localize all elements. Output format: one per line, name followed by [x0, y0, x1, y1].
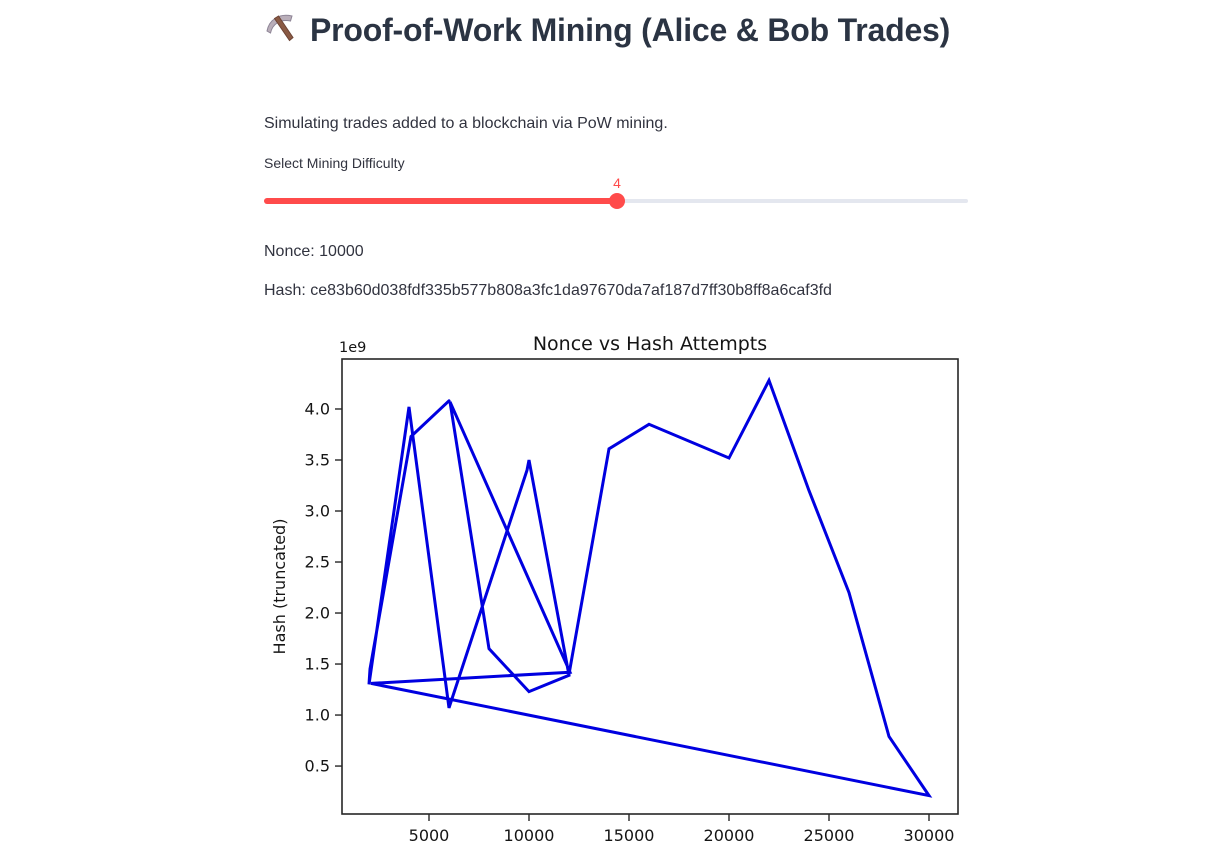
pickaxe-icon — [264, 11, 298, 55]
axis-offset-label: 1e9 — [339, 340, 367, 356]
y-tick-label: 3.5 — [304, 450, 330, 470]
x-tick-label: 30000 — [903, 826, 955, 845]
y-tick-label: 1.0 — [304, 705, 330, 725]
x-tick-label: 10000 — [503, 826, 555, 845]
hash-readout: Hash: ce83b60d038fdf335b577b808a3fc1da97670da7af187d7ff30b8ff8a6caf3fd — [264, 282, 832, 299]
nonce-readout: Nonce: 10000 — [264, 243, 364, 260]
y-tick-label: 2.5 — [304, 552, 330, 572]
y-tick-label: 3.0 — [304, 501, 330, 521]
difficulty-label: Select Mining Difficulty — [264, 155, 405, 171]
slider-fill — [264, 198, 617, 204]
axes-frame — [342, 359, 958, 814]
y-tick-label: 4.0 — [304, 399, 330, 419]
x-tick-label: 25000 — [803, 826, 855, 845]
x-tick-label: 5000 — [408, 826, 450, 845]
y-axis-label: Hash (truncated) — [270, 518, 289, 655]
y-tick-label: 0.5 — [304, 756, 330, 776]
x-tick-label: 20000 — [703, 826, 755, 845]
page-title-text: Proof-of-Work Mining (Alice & Bob Trades) — [310, 12, 951, 48]
x-tick-label: 15000 — [603, 826, 655, 845]
chart-title: Nonce vs Hash Attempts — [532, 333, 768, 355]
slider-value: 4 — [613, 175, 621, 191]
y-tick-label: 2.0 — [304, 603, 330, 623]
slider-thumb[interactable] — [609, 193, 625, 209]
page-subtitle: Simulating trades added to a blockchain via PoW mining. — [264, 115, 668, 132]
y-tick-label: 1.5 — [304, 654, 330, 674]
difficulty-slider[interactable] — [264, 175, 968, 210]
pow-chart — [270, 325, 970, 846]
page-title — [264, 8, 954, 55]
